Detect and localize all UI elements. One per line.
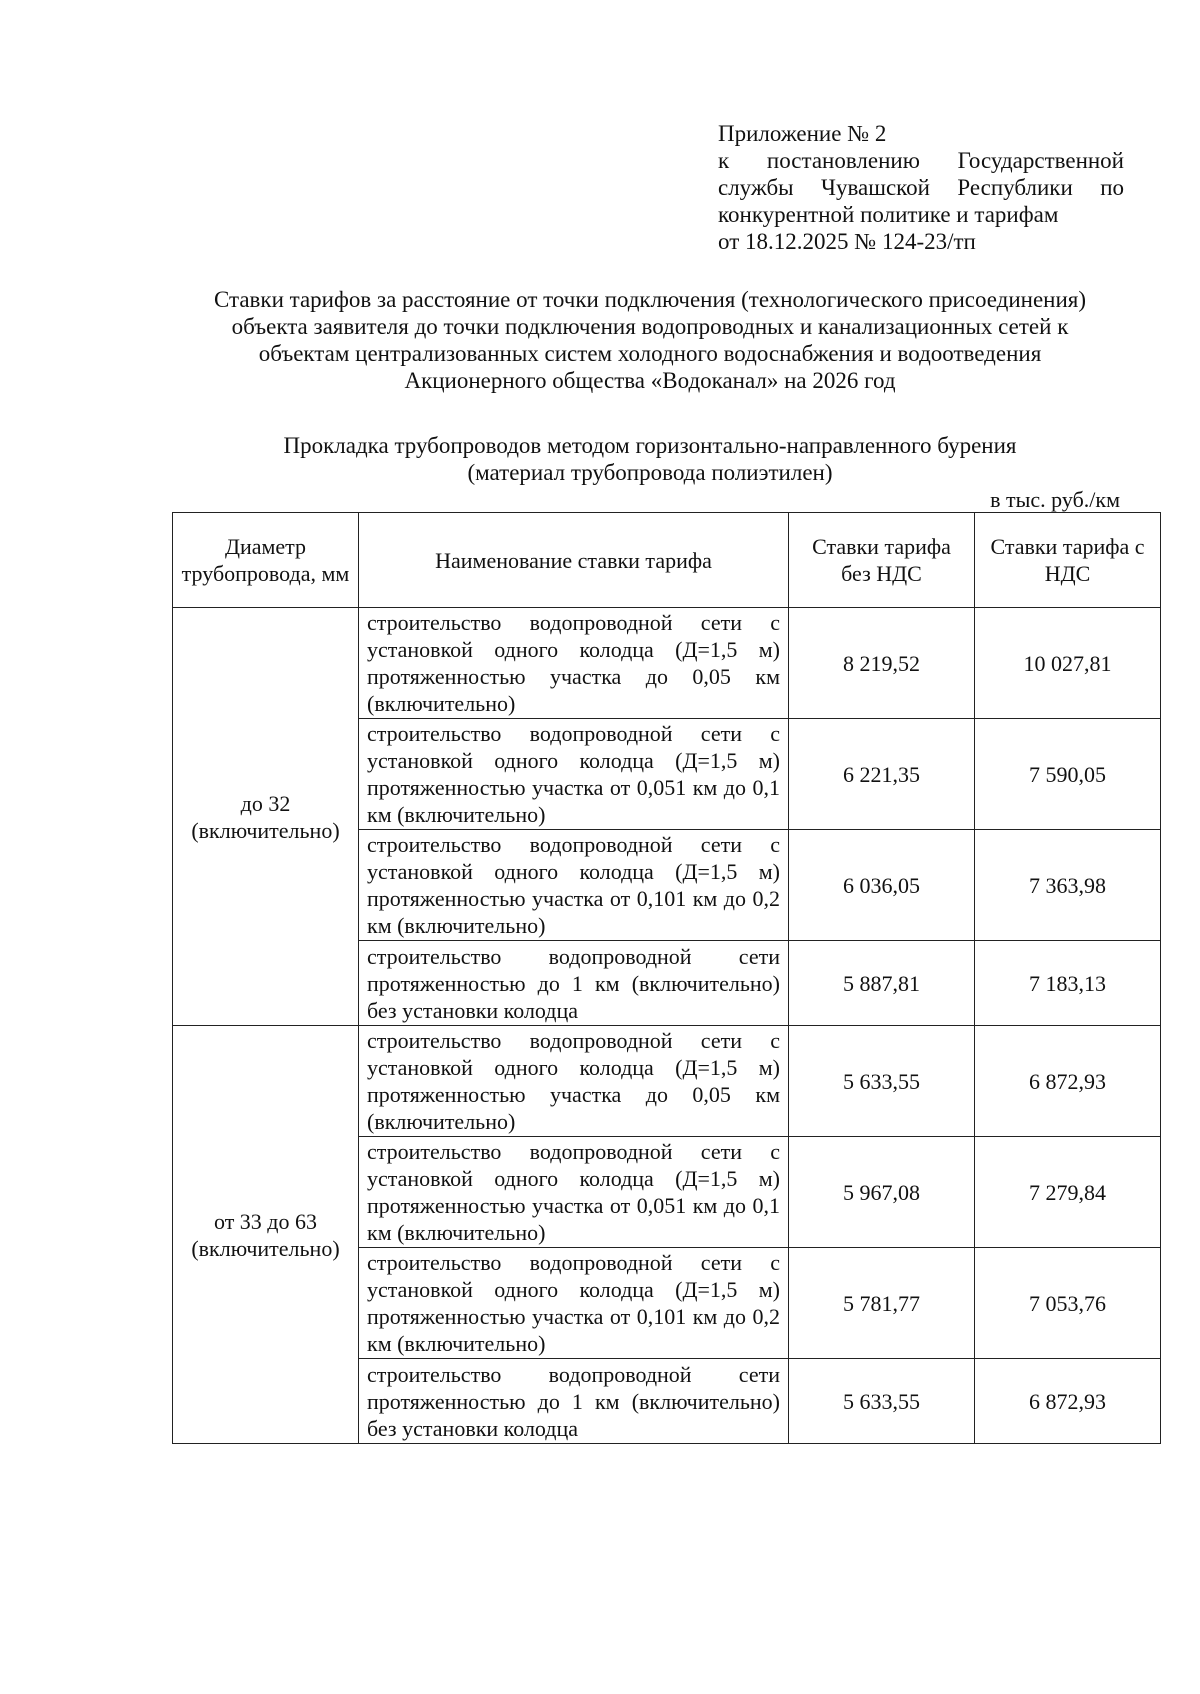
rate-without-vat: 6 036,05 (789, 830, 975, 941)
table-header-row (173, 513, 1161, 608)
appendix-date-line: от 18.12.2025 № 124-23/тп (718, 229, 976, 254)
header-diameter: Диаметр трубопровода, мм (173, 513, 359, 608)
rate-with-vat: 10 027,81 (975, 608, 1161, 719)
title-line-1: Ставки тарифов за расстояние от точки подключения (технологического присоединения) (213, 287, 1087, 312)
rate-name-cell: строительство водопроводной сети с установкой одного колодца (Д=1,5 м) протяженностью участка от 0,101 км до 0,2 км (включительно) (359, 1248, 789, 1359)
rate-with-vat: 7 183,13 (975, 941, 1161, 1026)
diameter-cell: до 32 (включительно) (173, 608, 359, 1026)
rate-without-vat: 6 221,35 (789, 719, 975, 830)
rate-with-vat: 6 872,93 (975, 1359, 1161, 1444)
header-with-vat: Ставки тарифа с НДС (975, 513, 1161, 608)
title-line-2: объекта заявителя до точки подключения водопроводных и канализационных сетей к (231, 314, 1069, 339)
rate-name-cell: строительство водопроводной сети с установкой одного колодца (Д=1,5 м) протяженностью участка от 0,101 км до 0,2 км (включительно) (359, 830, 789, 941)
tariff-table (172, 512, 1161, 1444)
appendix-policy-line: конкурентной политике и тарифам (718, 202, 1059, 227)
rate-name-cell: строительство водопроводной сети с установкой одного колодца (Д=1,5 м) протяженностью участка до 0,05 км (включительно) (359, 1026, 789, 1137)
rate-without-vat: 5 967,08 (789, 1137, 975, 1248)
table-row (173, 1026, 1161, 1137)
rate-name-cell: строительство водопроводной сети протяженностью до 1 км (включительно) без установки колодца (359, 1359, 789, 1444)
appendix-resolution-line: к постановлению Государственной (718, 148, 1124, 173)
rate-without-vat: 5 887,81 (789, 941, 975, 1026)
rate-without-vat: 5 781,77 (789, 1248, 975, 1359)
appendix-number: Приложение № 2 (718, 121, 887, 146)
title-line-3: объектам централизованных систем холодного водоснабжения и водоотведения (258, 341, 1042, 366)
rate-with-vat: 6 872,93 (975, 1026, 1161, 1137)
table-subtitle (160, 432, 1140, 486)
rate-without-vat: 5 633,55 (789, 1359, 975, 1444)
title-line-4: Акционерного общества «Водоканал» на 2026 год (404, 368, 896, 393)
table-row (173, 608, 1161, 719)
header-without-vat: Ставки тарифа без НДС (789, 513, 975, 608)
subtitle-line-1: Прокладка трубопроводов методом горизонтально-направленного бурения (283, 433, 1017, 458)
subtitle-line-2: (материал трубопровода полиэтилен) (467, 460, 833, 485)
rate-with-vat: 7 590,05 (975, 719, 1161, 830)
rate-with-vat: 7 053,76 (975, 1248, 1161, 1359)
document-title (160, 286, 1140, 394)
appendix-header (718, 120, 1124, 255)
rate-with-vat: 7 279,84 (975, 1137, 1161, 1248)
appendix-service-line: службы Чувашской Республики по (718, 175, 1124, 200)
rate-name-cell: строительство водопроводной сети протяженностью до 1 км (включительно) без установки колодца (359, 941, 789, 1026)
rate-without-vat: 5 633,55 (789, 1026, 975, 1137)
header-name: Наименование ставки тарифа (359, 513, 789, 608)
rate-name-cell: строительство водопроводной сети с установкой одного колодца (Д=1,5 м) протяженностью участка от 0,051 км до 0,1 км (включительно) (359, 719, 789, 830)
rate-name-cell: строительство водопроводной сети с установкой одного колодца (Д=1,5 м) протяженностью участка до 0,05 км (включительно) (359, 608, 789, 719)
rate-with-vat: 7 363,98 (975, 830, 1161, 941)
diameter-cell: от 33 до 63 (включительно) (173, 1026, 359, 1444)
units-label: в тыс. руб./км (990, 487, 1120, 512)
rate-name-cell: строительство водопроводной сети с установкой одного колодца (Д=1,5 м) протяженностью участка от 0,051 км до 0,1 км (включительно) (359, 1137, 789, 1248)
rate-without-vat: 8 219,52 (789, 608, 975, 719)
